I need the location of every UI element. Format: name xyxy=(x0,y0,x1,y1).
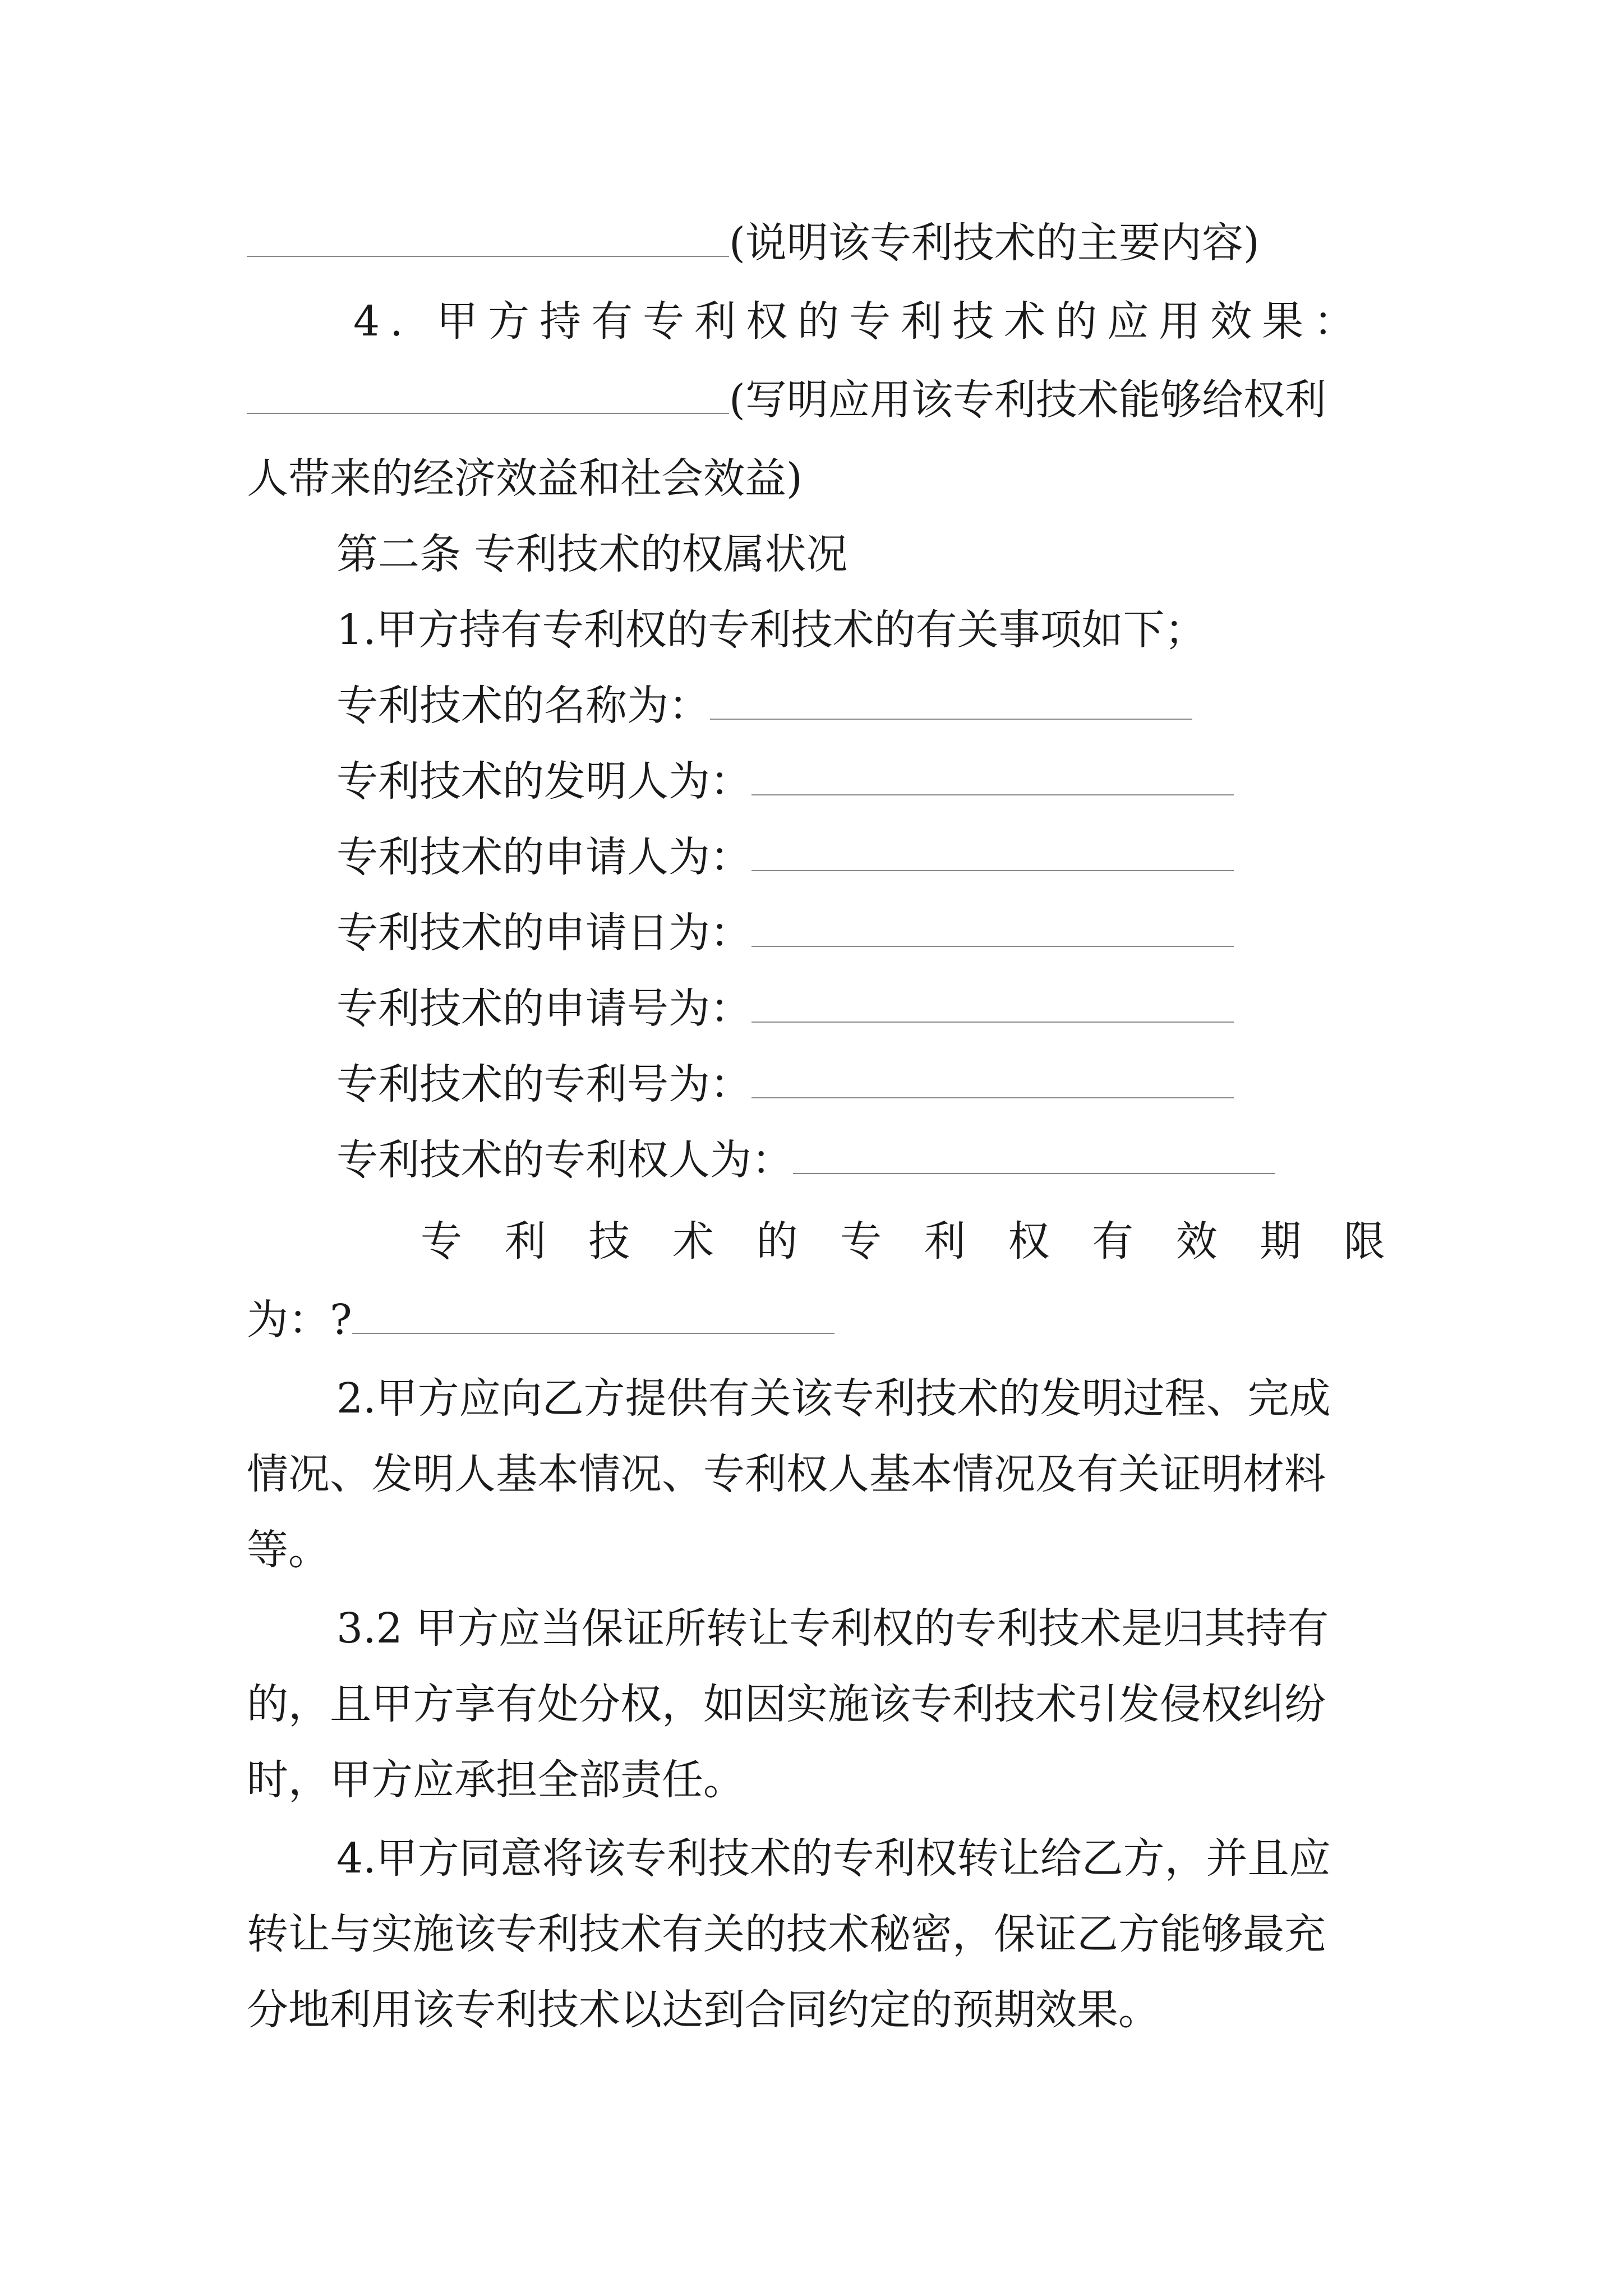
field-row-holder xyxy=(336,1133,1275,1187)
item3-note: (说明该专利技术的主要内容) xyxy=(729,219,1260,267)
a2-4-line-2: 转让与实施该专利技术有关的技术秘密，保证乙方能够最充 xyxy=(247,1910,1326,1958)
a2-4-line-1: 4.甲方同意将该专利技术的专利权转让给乙方，并且应 xyxy=(336,1834,1331,1883)
validity-char: 的 xyxy=(756,1217,798,1266)
field-blank-name[interactable] xyxy=(710,679,1192,720)
a2-3-line-2: 的，且甲方享有处分权，如因实施该专利技术引发侵权纠纷 xyxy=(247,1680,1326,1728)
field-row-app-no xyxy=(336,982,1234,1036)
field-label-app-date: 专利技术的申请日为： xyxy=(336,909,751,957)
item3-content-blank[interactable] xyxy=(247,217,729,257)
validity-char: 利 xyxy=(504,1217,546,1266)
field-label-patent-no: 专利技术的专利号为： xyxy=(336,1060,751,1108)
field-blank-holder[interactable] xyxy=(793,1134,1275,1174)
validity-char: 效 xyxy=(1175,1217,1218,1266)
validity-char: 专 xyxy=(840,1217,882,1266)
item4-note-1: (写明应用该专利技术能够给权利 xyxy=(729,376,1326,424)
validity-blank[interactable] xyxy=(352,1294,834,1334)
validity-char: 期 xyxy=(1260,1217,1302,1266)
validity-char: 限 xyxy=(1343,1217,1385,1266)
item4-effect-blank[interactable] xyxy=(247,374,729,414)
item4-line xyxy=(247,373,1326,427)
a2-2-line-3: 等。 xyxy=(247,1526,330,1574)
validity-tail: 为：? xyxy=(247,1296,352,1344)
article2-title: 第二条 专利技术的权属状况 xyxy=(336,530,848,578)
validity-char: 权 xyxy=(1008,1217,1050,1266)
validity-char: 专 xyxy=(421,1217,462,1266)
field-blank-app-no[interactable] xyxy=(751,982,1234,1023)
article2-item1: 1.甲方持有专利权的专利技术的有关事项如下； xyxy=(336,606,1206,654)
field-label-inventor: 专利技术的发明人为： xyxy=(336,757,751,806)
a2-2-line-2: 情况、发明人基本情况、专利权人基本情况及有关证明材料 xyxy=(247,1450,1326,1498)
field-row-inventor xyxy=(336,754,1234,808)
field-row-name xyxy=(336,679,1192,733)
validity-char: 术 xyxy=(672,1217,714,1266)
field-blank-patent-no[interactable] xyxy=(751,1058,1234,1098)
item3-line xyxy=(247,216,1260,270)
field-label-app-no: 专利技术的申请号为： xyxy=(336,984,751,1033)
field-row-patent-no xyxy=(336,1057,1234,1111)
validity-char: 技 xyxy=(588,1217,630,1266)
field-row-applicant xyxy=(336,830,1234,884)
field-label-holder: 专利技术的专利权人为： xyxy=(336,1136,793,1184)
field-blank-inventor[interactable] xyxy=(751,755,1234,795)
item4-note-2: 人带来的经济效益和社会效益) xyxy=(247,454,803,503)
validity-char: 有 xyxy=(1092,1217,1133,1266)
a2-3-line-3: 时，甲方应承担全部责任。 xyxy=(247,1756,745,1804)
field-label-name: 专利技术的名称为： xyxy=(336,682,710,730)
field-label-applicant: 专利技术的申请人为： xyxy=(336,833,751,881)
field-blank-app-date[interactable] xyxy=(751,907,1234,947)
validity-tail-line xyxy=(247,1293,834,1347)
a2-2-line-1: 2.甲方应向乙方提供有关该专利技术的发明过程、完成 xyxy=(336,1374,1331,1423)
field-row-app-date xyxy=(336,906,1234,960)
a2-3-line-1: 3.2 甲方应当保证所转让专利权的专利技术是归其持有 xyxy=(336,1604,1329,1653)
item4-heading: 4. 甲方持有专利权的专利技术的应用效果： xyxy=(353,297,1366,346)
validity-line xyxy=(421,1214,1385,1268)
a2-4-line-3: 分地利用该专利技术以达到合同约定的预期效果。 xyxy=(247,1986,1160,2034)
validity-char: 利 xyxy=(924,1217,966,1266)
field-blank-applicant[interactable] xyxy=(751,831,1234,871)
